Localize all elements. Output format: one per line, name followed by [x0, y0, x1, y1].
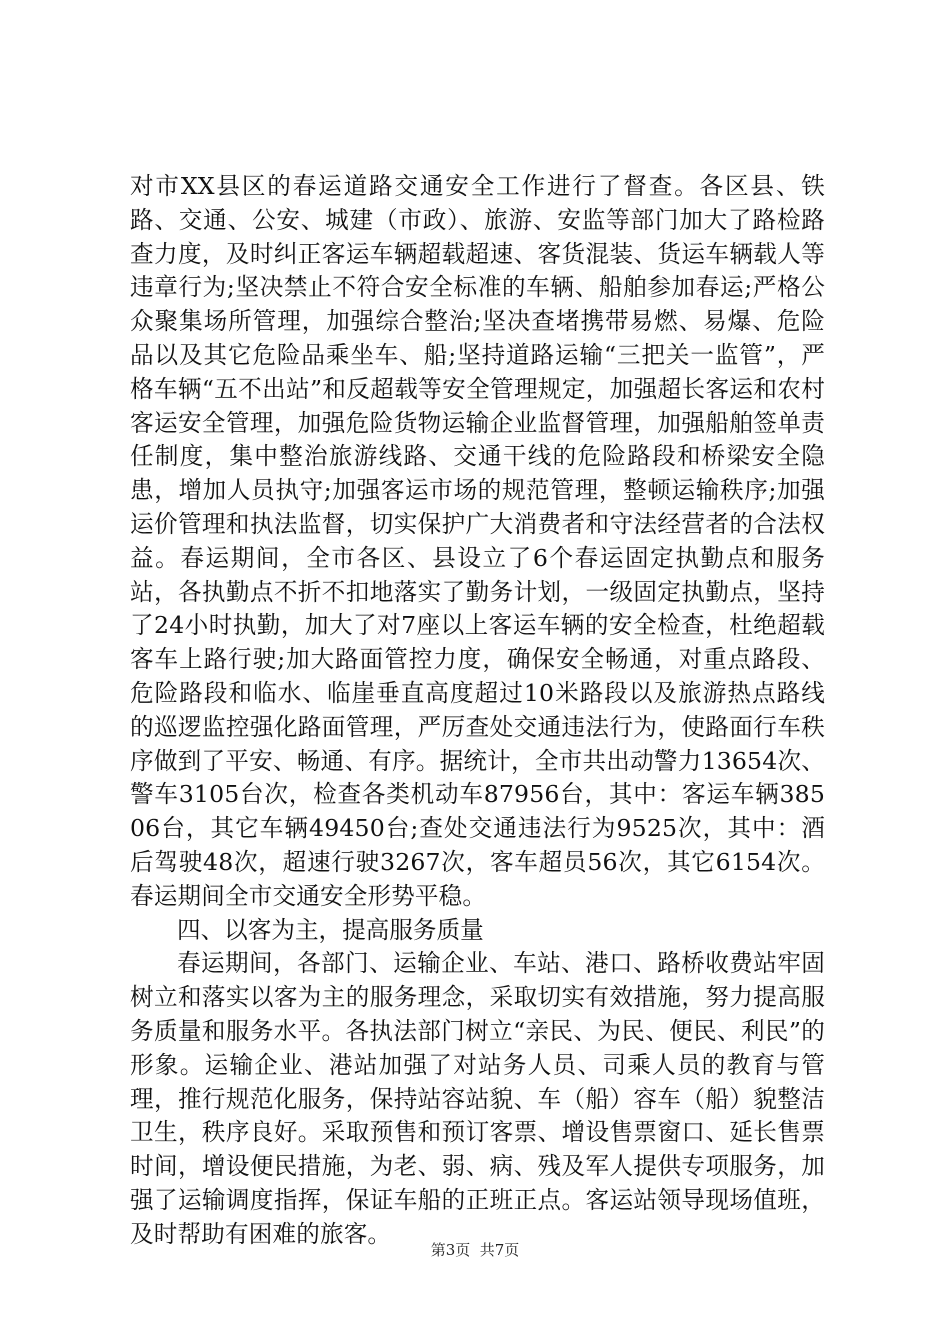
- document-body: [130, 170, 825, 1252]
- paragraph-continuation: 对市XX县区的春运道路交通安全工作进行了督查。各区县、铁路、交通、公安、城建（市政）、旅游、安监等部门加大了路检路查力度，及时纠正客运车辆超载超速、客货混装、货运车辆载人等违章行为;坚决禁止不符合安全标准的车辆、船舶参加春运;严格公众聚集场所管理，加强综合整治;坚决查堵携带易燃、易爆、危险品以及其它危险品乘坐车、船;坚持道路运输“三把关一监管”，严格车辆“五不出站”和反超载等安全管理规定，加强超长客运和农村客运安全管理，加强危险货物运输企业监督管理，加强船舶签单责任制度，集中整治旅游线路、交通干线的危险路段和桥梁安全隐患，增加人员执守;加强客运市场的规范管理，整顿运输秩序;加强运价管理和执法监督，切实保护广大消费者和守法经营者的合法权益。春运期间，全市各区、县设立了6个春运固定执勤点和服务站，各执勤点不折不扣地落实了勤务计划，一级固定执勤点，坚持了24小时执勤，加大了对7座以上客运车辆的安全检查，杜绝超载客车上路行驶;加大路面管控力度，确保安全畅通，对重点路段、危险路段和临水、临崖垂直高度超过10米路段以及旅游热点路线的巡逻监控强化路面管理，严厉查处交通违法行为，使路面行车秩序做到了平安、畅通、有序。据统计，全市共出动警力13654次、警车3105台次，检查各类机动车87956台，其中：客运车辆38506台，其它车辆49450台;查处交通违法行为9525次，其中：酒后驾驶48次，超速行驶3267次，客车超员56次，其它6154次。春运期间全市交通安全形势平稳。: [130, 172, 825, 910]
- paragraph-service-quality: 春运期间，各部门、运输企业、车站、港口、路桥收费站牢固树立和落实以客为主的服务理念，采取切实有效措施，努力提高服务质量和服务水平。各执法部门树立“亲民、为民、便民、利民”的形象。运输企业、港站加强了对站务人员、司乘人员的教育与管理，推行规范化服务，保持站容站貌、车（船）容车（船）貌整洁卫生，秩序良好。采取预售和预订客票、增设售票窗口、延长售票时间，增设便民措施，为老、弱、病、残及军人提供专项服务，加强了运输调度指挥，保证车船的正班正点。客运站领导现场值班，及时帮助有困难的旅客。: [130, 949, 825, 1248]
- page-footer: 第3页 共7页: [430, 1241, 520, 1259]
- section-heading: 四、以客为主，提高服务质量: [177, 915, 484, 944]
